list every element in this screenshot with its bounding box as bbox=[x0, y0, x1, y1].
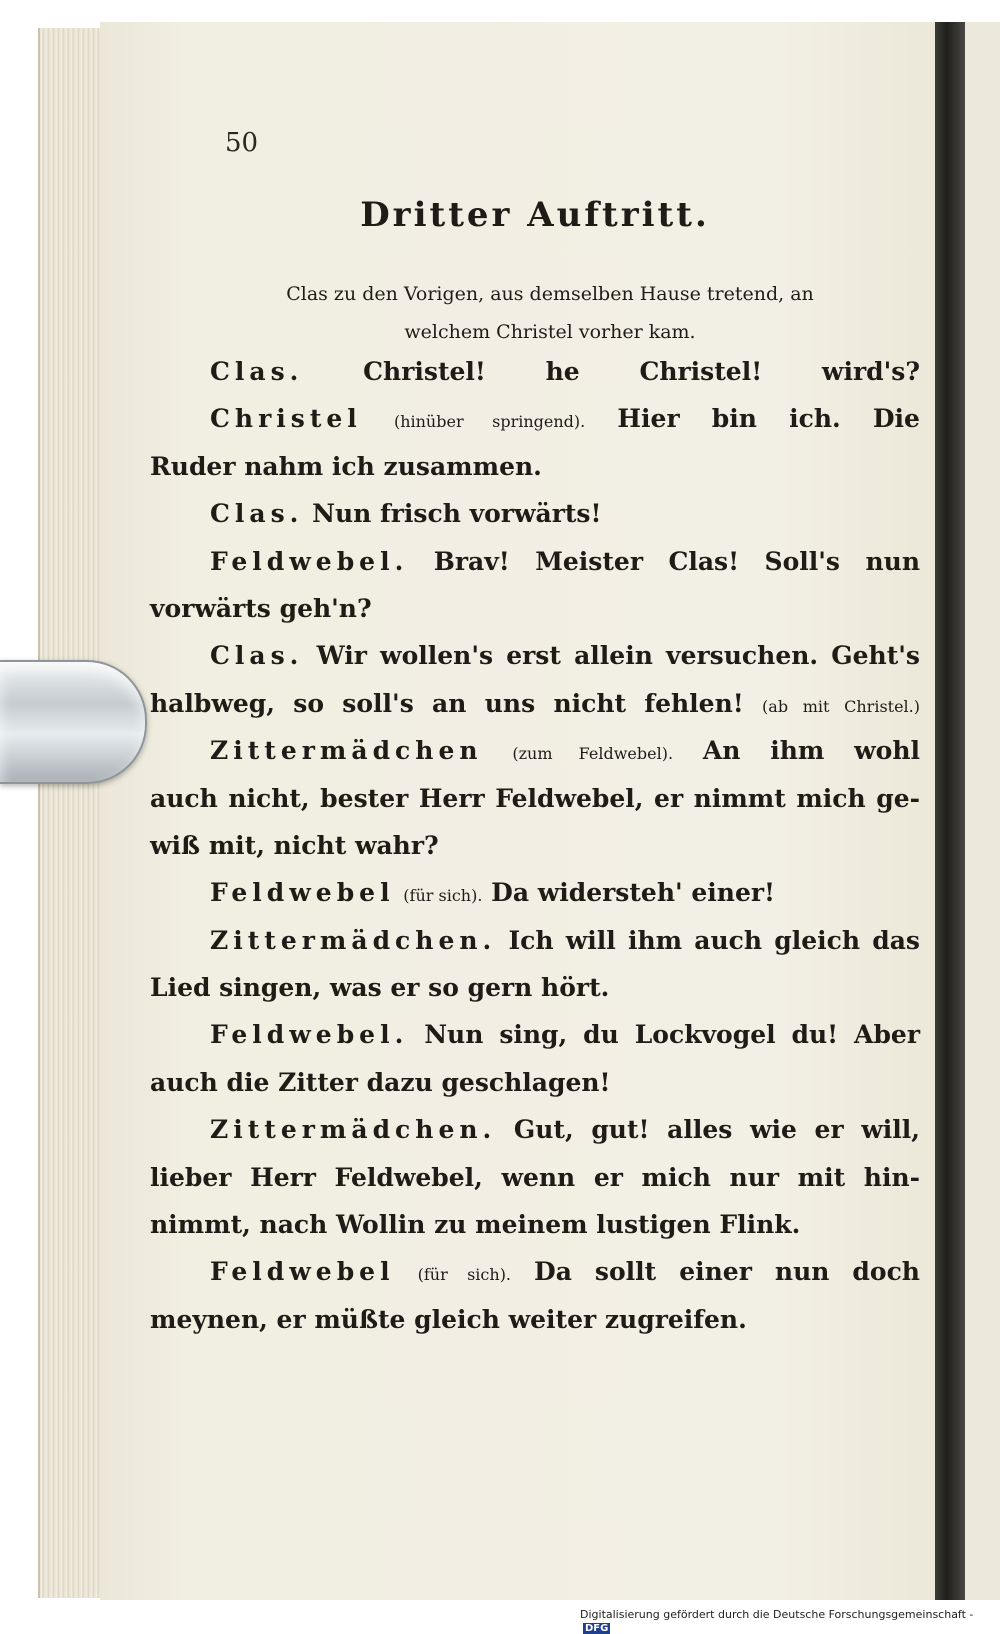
dialogue-line bbox=[150, 348, 920, 395]
dialogue-text: An ihm wohl bbox=[702, 736, 920, 766]
scene-heading: Dritter Auftritt. bbox=[360, 195, 710, 235]
dialogue-line bbox=[150, 822, 920, 869]
dialogue bbox=[150, 348, 920, 1343]
dialogue-text: Da widersteh' einer! bbox=[491, 878, 775, 908]
credit-text: Digitalisierung gefördert durch die Deutsche Forschungsgemeinschaft - bbox=[580, 1608, 974, 1621]
speaker-direction: (zum Feldwebel). bbox=[512, 744, 674, 764]
dialogue-text: Lied singen, was er so gern hört. bbox=[150, 973, 610, 1003]
speaker-direction: (hinüber springend). bbox=[393, 412, 586, 432]
dialogue-text: Hier bin ich. Die bbox=[617, 404, 920, 434]
dialogue-text: auch die Zitter dazu geschlagen! bbox=[150, 1067, 611, 1097]
digitization-credit bbox=[580, 1608, 1000, 1634]
speaker-name: Christel bbox=[210, 404, 362, 434]
dialogue-line bbox=[150, 680, 920, 727]
speaker-name: Feldwebel bbox=[210, 1257, 395, 1287]
speaker-name: Clas. bbox=[210, 357, 304, 386]
dialogue-text: Wir wollen's erst allein versuchen. Geht's bbox=[316, 641, 920, 671]
speaker-direction: (für sich). bbox=[403, 886, 483, 906]
dialogue-line bbox=[150, 1154, 920, 1201]
dialogue-text: Da sollt einer nun doch bbox=[534, 1257, 920, 1287]
dialogue-line bbox=[150, 1296, 920, 1343]
stage-direction-line: welchem Christel vorher kam. bbox=[404, 321, 696, 343]
dialogue-line bbox=[150, 1106, 920, 1153]
speaker-name: Feldwebel. bbox=[210, 1020, 409, 1050]
dialogue-text: Brav! Meister Clas! Soll's nun bbox=[433, 546, 920, 576]
stage-direction bbox=[230, 275, 870, 351]
speaker-name: Zittermädchen. bbox=[210, 1115, 497, 1145]
dialogue-line bbox=[150, 964, 920, 1011]
dialogue-line bbox=[150, 490, 920, 537]
dialogue-line bbox=[150, 775, 920, 822]
dialogue-line bbox=[150, 917, 920, 964]
dialogue-text: nimmt, nach Wollin zu meinem lustigen Flink. bbox=[150, 1210, 801, 1240]
dialogue-text: Nun sing, du Lockvogel du! Aber bbox=[424, 1020, 920, 1050]
dialogue-text: auch nicht, bester Herr Feldwebel, er nimmt mich ge- bbox=[150, 783, 920, 813]
dialogue-line bbox=[150, 1201, 920, 1248]
dfg-logo: DFG bbox=[585, 1623, 609, 1634]
speaker-name: Clas. bbox=[210, 641, 304, 671]
stage-direction-line: Clas zu den Vorigen, aus demselben Hause tretend, an bbox=[286, 283, 814, 305]
dialogue-line bbox=[150, 1011, 920, 1058]
dialogue-text: lieber Herr Feldwebel, wenn er mich nur mit hin- bbox=[150, 1162, 920, 1192]
dialogue-line bbox=[150, 632, 920, 679]
speaker-name: Zittermädchen. bbox=[210, 925, 497, 955]
dialogue-line bbox=[150, 1059, 920, 1106]
dialogue-text: Christel! he Christel! wird's? bbox=[363, 357, 920, 386]
dialogue-text: Ruder nahm ich zusammen. bbox=[150, 451, 542, 481]
speaker-direction: (für sich). bbox=[417, 1265, 512, 1285]
speaker-name: Feldwebel bbox=[210, 878, 395, 908]
dialogue-text: halbweg, so soll's an uns nicht fehlen! bbox=[150, 688, 744, 718]
dialogue-line bbox=[150, 727, 920, 774]
speaker-name: Clas. bbox=[210, 499, 304, 529]
dialogue-text: Ich will ihm auch gleich das bbox=[508, 925, 920, 955]
speaker-name: Feldwebel. bbox=[210, 546, 409, 576]
next-page-edge bbox=[965, 22, 1000, 1600]
page-number: 50 bbox=[225, 128, 259, 158]
dialogue-line bbox=[150, 1248, 920, 1295]
dialogue-line bbox=[150, 395, 920, 442]
dialogue-line bbox=[150, 443, 920, 490]
dialogue-text: meynen, er müßte gleich weiter zugreifen. bbox=[150, 1304, 747, 1334]
dialogue-line bbox=[150, 585, 920, 632]
dialogue-text: wiß mit, nicht wahr? bbox=[150, 830, 439, 860]
speaker-name: Zittermädchen bbox=[210, 736, 483, 766]
exit-direction: (ab mit Christel.) bbox=[762, 696, 921, 716]
dialogue-line bbox=[150, 538, 920, 585]
dialogue-line bbox=[150, 869, 920, 916]
dialogue-text: vorwärts geh'n? bbox=[150, 593, 372, 623]
page-gutter bbox=[935, 22, 965, 1600]
dialogue-text: Nun frisch vorwärts! bbox=[312, 499, 602, 529]
dialogue-text: Gut, gut! alles wie er will, bbox=[513, 1115, 920, 1145]
page-clip bbox=[0, 660, 147, 784]
